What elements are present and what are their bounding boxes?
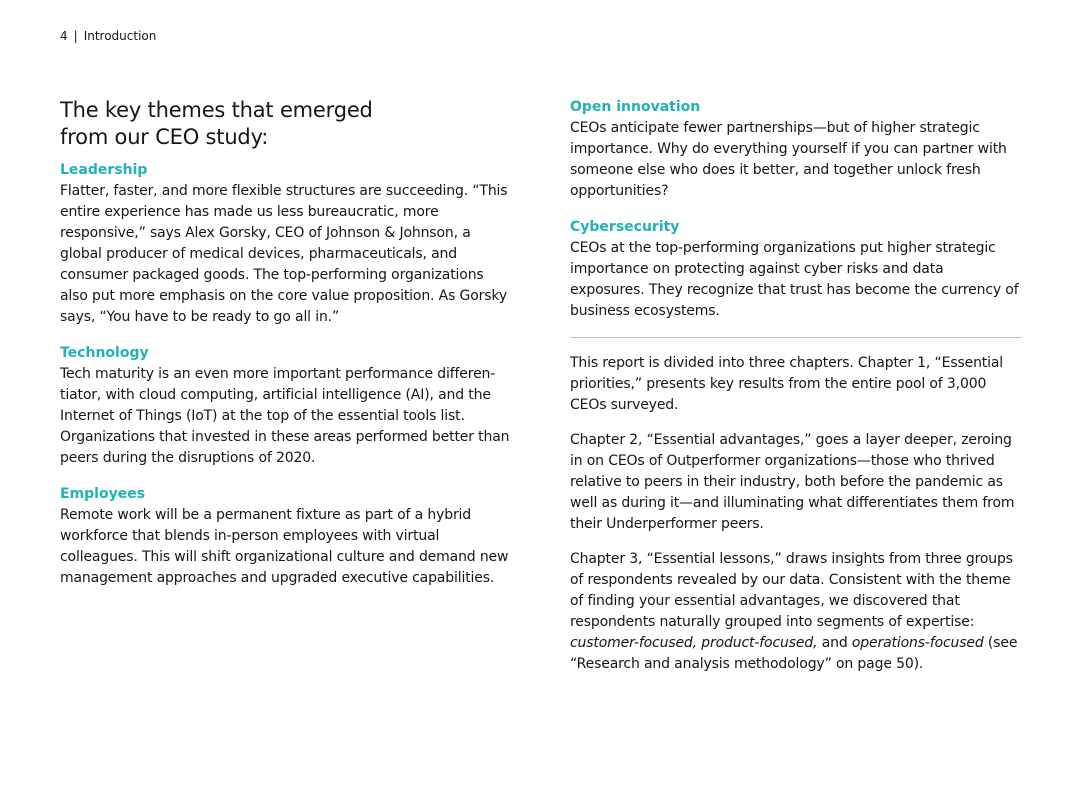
page-number: 4 (60, 29, 68, 43)
theme-heading: Cybersecurity (570, 219, 680, 235)
theme-body: Remote work will be a permanent fixture as part of a hybrid workforce that blends in-person employees with virtual colleagues. This will shift organizational culture and demand new management approaches and upgraded executive capabilities. (60, 507, 509, 586)
theme-open-innovation (570, 97, 1022, 202)
chapter-3-paragraph (570, 549, 1022, 675)
theme-employees (60, 484, 510, 589)
report-intro-paragraph: This report is divided into three chapters. Chapter 1, “Essential priorities,” presents key results from the entire pool of 3,000 CEOs surveyed. (570, 355, 1004, 413)
chapter-3-term-1: customer-focused, product-focused, (570, 635, 818, 651)
chapter-2-paragraph: Chapter 2, “Essential advantages,” goes a layer deeper, zeroing in on CEOs of Outperformer organizations—those who thrived relative to peers in their industry, both before the pandemic as well as during it—and illuminating what differentiates them from their Underperformer peers. (570, 432, 1015, 532)
theme-heading: Leadership (60, 162, 148, 178)
section-name: Introduction (83, 29, 157, 43)
chapter-3-outro: (see “Research and analysis methodology” on page 50). (570, 635, 1018, 672)
theme-body: CEOs at the top-performing organizations put higher strategic importance on protecting against cyber risks and data exposures. They recognize that trust has become the currency of business ecosystems. (570, 240, 1019, 319)
title-line-1: The key themes that emerged (60, 98, 373, 122)
title-line-2: from our CEO study: (60, 125, 269, 149)
theme-body: Tech maturity is an even more important performance differentiator, with cloud computing, artificial intelligence (AI), and the Internet of Things (IoT) at the top of the essential tools list. Organizations that invested in these areas performed better than peers during the disruptions of 2020. (60, 366, 510, 466)
header-separator: | (73, 29, 78, 43)
right-column (570, 97, 1022, 689)
section-divider (570, 337, 1022, 338)
theme-body: CEOs anticipate fewer partnerships—but of higher strategic importance. Why do everything yourself if you can partner with someone else who does it better, and together unlock fresh opportunities? (570, 120, 1007, 199)
page-title (60, 97, 510, 151)
theme-heading: Employees (60, 486, 146, 502)
theme-heading: Technology (60, 345, 149, 361)
theme-leadership (60, 160, 510, 328)
left-column (60, 97, 510, 604)
chapter-3-and: and (817, 635, 852, 651)
chapter-3-intro: Chapter 3, “Essential lessons,” draws insights from three groups of respondents revealed by our data. Consistent with the theme of finding your essential advantages, we discovered that respondents naturally grouped into segments of expertise: (570, 551, 1013, 630)
theme-heading: Open innovation (570, 99, 701, 115)
chapter-3-term-2: operations-focused (851, 635, 984, 651)
theme-cybersecurity (570, 217, 1022, 322)
page-header (60, 28, 156, 44)
theme-body: Flatter, faster, and more flexible structures are succeeding. “This entire experience has made us less bureaucratic, more responsive,” says Alex Gorsky, CEO of Johnson & Johnson, a global producer of medical devices, pharmaceuticals, and consumer packaged goods. The top-performing organizations also put more emphasis on the core value proposition. As Gorsky says, “You have to be ready to go all in.” (60, 183, 508, 325)
theme-technology (60, 343, 510, 469)
